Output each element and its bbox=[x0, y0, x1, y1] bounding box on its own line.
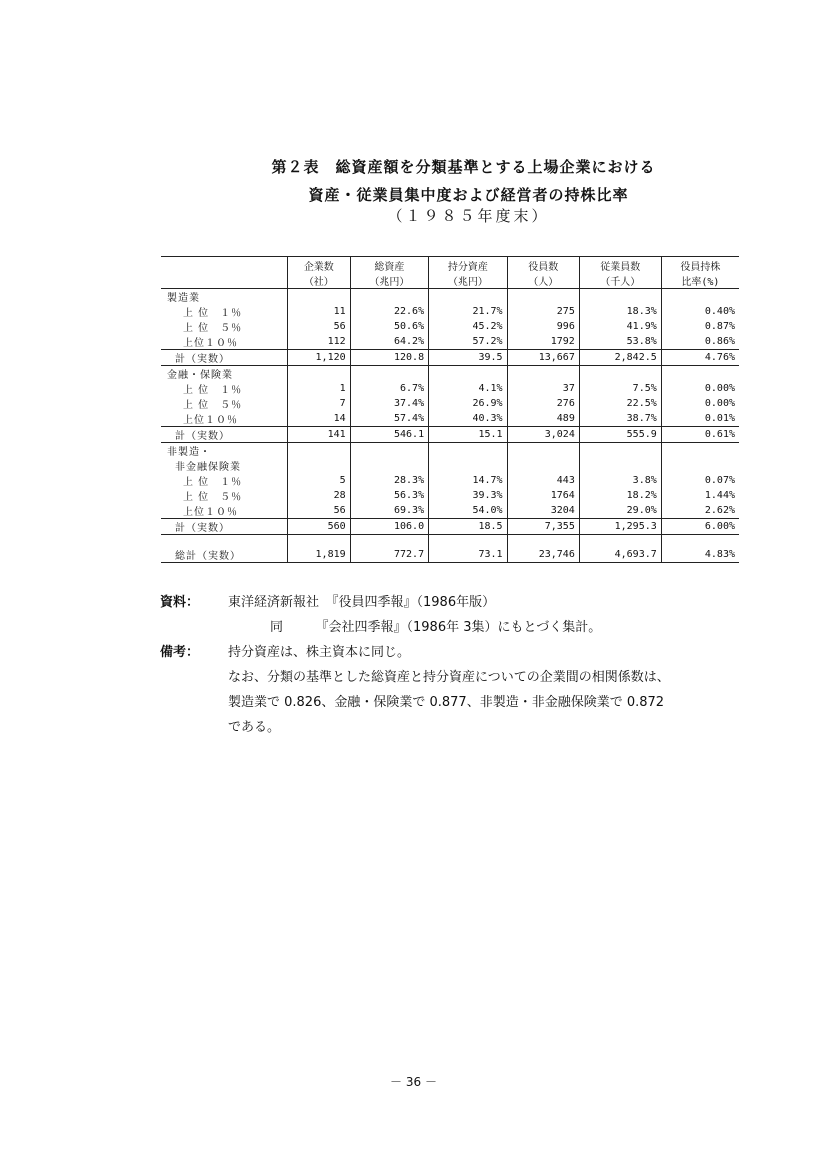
remark-text: 製造業で 0.826、金融・保険業で 0.877、非製造・非金融保険業で 0.872 bbox=[228, 695, 665, 710]
remark-text: である。 bbox=[228, 720, 281, 735]
header-ownership: 役員持株 bbox=[661, 257, 739, 274]
table-cell: 7.5% bbox=[579, 381, 661, 396]
table-cell: 50.6% bbox=[350, 319, 428, 334]
table-cell: 22.6% bbox=[350, 304, 428, 319]
table-row bbox=[161, 503, 739, 519]
table-cell: 38.7% bbox=[579, 411, 661, 427]
row-label: 上 位 ５％ bbox=[183, 323, 243, 334]
table-cell: 39.3% bbox=[429, 488, 507, 503]
table-cell: 4.83% bbox=[661, 547, 739, 563]
table-cell: 1,120 bbox=[288, 350, 351, 366]
table-cell: 106.0 bbox=[350, 519, 428, 535]
table-cell: 56.3% bbox=[350, 488, 428, 503]
table-cell: 56 bbox=[288, 319, 351, 334]
table-row bbox=[161, 473, 739, 488]
subtotal-row bbox=[161, 427, 739, 443]
header-unit: （千人） bbox=[579, 273, 661, 289]
table-cell: 40.3% bbox=[429, 411, 507, 427]
header-firms: 企業数 bbox=[288, 257, 351, 274]
section-name: 金融・保険業 bbox=[167, 370, 233, 381]
row-label: 上 位 １％ bbox=[183, 477, 243, 488]
table-cell: 4.76% bbox=[661, 350, 739, 366]
table-row bbox=[161, 411, 739, 427]
section-name: 製造業 bbox=[161, 289, 288, 305]
header-unit: （人） bbox=[507, 273, 579, 289]
header-corner bbox=[161, 257, 288, 274]
table-cell: 37.4% bbox=[350, 396, 428, 411]
concentration-table bbox=[161, 256, 739, 563]
header-total-assets: 総資産 bbox=[350, 257, 428, 274]
table-cell: 112 bbox=[288, 334, 351, 350]
table-cell: 443 bbox=[507, 473, 579, 488]
remark-text: なお、分類の基準とした総資産と持分資産についての企業間の相関係数は、 bbox=[228, 670, 670, 685]
table-row bbox=[161, 334, 739, 350]
table-cell: 11 bbox=[288, 304, 351, 319]
table-cell: 64.2% bbox=[350, 334, 428, 350]
row-label: 上 位 ５％ bbox=[183, 400, 243, 411]
table-cell: 555.9 bbox=[579, 427, 661, 443]
table-cell: 22.5% bbox=[579, 396, 661, 411]
table-cell: 28 bbox=[288, 488, 351, 503]
table-cell: 0.40% bbox=[661, 304, 739, 319]
source-text: 東洋経済新報社 『役員四季報』（1986年版） bbox=[228, 595, 496, 610]
table-cell: 0.00% bbox=[661, 396, 739, 411]
table-cell: 53.8% bbox=[579, 334, 661, 350]
row-label: 計（実数） bbox=[161, 519, 288, 535]
table-cell: 57.2% bbox=[429, 334, 507, 350]
spacer-row bbox=[161, 535, 739, 548]
table-cell: 1 bbox=[288, 381, 351, 396]
table-cell: 54.0% bbox=[429, 503, 507, 519]
remark-text: 持分資産は、株主資本に同じ。 bbox=[228, 645, 411, 660]
table-cell: 69.3% bbox=[350, 503, 428, 519]
table-cell: 0.07% bbox=[661, 473, 739, 488]
remark-label: 備考： bbox=[160, 645, 200, 660]
row-label: 計（実数） bbox=[161, 427, 288, 443]
source-text: 同 『会社四季報』（1986年 3集）にもとづく集計。 bbox=[270, 620, 602, 635]
table-cell: 2.62% bbox=[661, 503, 739, 519]
table-cell: 28.3% bbox=[350, 473, 428, 488]
section-header-row bbox=[161, 458, 739, 473]
row-label: 上位１０％ bbox=[183, 507, 238, 518]
table-cell: 6.00% bbox=[661, 519, 739, 535]
table-cell: 546.1 bbox=[350, 427, 428, 443]
table-cell: 276 bbox=[507, 396, 579, 411]
table-cell: 0.01% bbox=[661, 411, 739, 427]
table-cell: 13,667 bbox=[507, 350, 579, 366]
section-name: 非製造・ bbox=[167, 447, 211, 458]
section-name: 非金融保険業 bbox=[175, 462, 241, 473]
table-cell: 4,693.7 bbox=[579, 547, 661, 563]
row-label: 上位１０％ bbox=[183, 415, 238, 426]
table-row bbox=[161, 396, 739, 411]
table-row bbox=[161, 381, 739, 396]
table-cell: 0.61% bbox=[661, 427, 739, 443]
header-unit: （社） bbox=[288, 273, 351, 289]
row-label: 上 位 １％ bbox=[183, 308, 243, 319]
table-cell: 3204 bbox=[507, 503, 579, 519]
table-cell: 15.1 bbox=[429, 427, 507, 443]
header-unit: 比率(%) bbox=[661, 273, 739, 289]
table-cell: 26.9% bbox=[429, 396, 507, 411]
row-label: 総計（実数） bbox=[161, 547, 288, 563]
section-header-row bbox=[161, 366, 739, 382]
table-cell: 2,842.5 bbox=[579, 350, 661, 366]
header-officers: 役員数 bbox=[507, 257, 579, 274]
grand-total-row bbox=[161, 547, 739, 563]
row-label: 上位１０％ bbox=[183, 338, 238, 349]
table-cell: 560 bbox=[288, 519, 351, 535]
table-row bbox=[161, 319, 739, 334]
header-employees: 従業員数 bbox=[579, 257, 661, 274]
table-cell: 1792 bbox=[507, 334, 579, 350]
table-cell: 0.00% bbox=[661, 381, 739, 396]
table-cell: 1.44% bbox=[661, 488, 739, 503]
table-cell: 18.5 bbox=[429, 519, 507, 535]
table-cell: 0.87% bbox=[661, 319, 739, 334]
table-cell: 772.7 bbox=[350, 547, 428, 563]
table-cell: 45.2% bbox=[429, 319, 507, 334]
table-cell: 23,746 bbox=[507, 547, 579, 563]
table-cell: 7,355 bbox=[507, 519, 579, 535]
row-label: 計（実数） bbox=[161, 350, 288, 366]
table-cell: 37 bbox=[507, 381, 579, 396]
table-cell: 0.86% bbox=[661, 334, 739, 350]
table-cell: 41.9% bbox=[579, 319, 661, 334]
table-cell: 18.2% bbox=[579, 488, 661, 503]
subtotal-row bbox=[161, 350, 739, 366]
table-cell: 39.5 bbox=[429, 350, 507, 366]
table-cell: 489 bbox=[507, 411, 579, 427]
table-cell: 6.7% bbox=[350, 381, 428, 396]
table-cell: 996 bbox=[507, 319, 579, 334]
table-cell: 73.1 bbox=[429, 547, 507, 563]
table-title-year: （１９８５年度末） bbox=[387, 207, 550, 225]
table-cell: 1,295.3 bbox=[579, 519, 661, 535]
table-cell: 5 bbox=[288, 473, 351, 488]
table-cell: 56 bbox=[288, 503, 351, 519]
table-title-line-2: 資産・従業員集中度および経営者の持株比率 bbox=[308, 186, 629, 204]
table-cell: 18.3% bbox=[579, 304, 661, 319]
table-cell: 1,819 bbox=[288, 547, 351, 563]
table-cell: 1764 bbox=[507, 488, 579, 503]
table-cell: 4.1% bbox=[429, 381, 507, 396]
row-label: 上 位 １％ bbox=[183, 385, 243, 396]
table-cell: 3,024 bbox=[507, 427, 579, 443]
section-header-row bbox=[161, 289, 739, 305]
header-unit: （兆円） bbox=[350, 273, 428, 289]
table-cell: 21.7% bbox=[429, 304, 507, 319]
table-cell: 141 bbox=[288, 427, 351, 443]
table-cell: 7 bbox=[288, 396, 351, 411]
table-title-line-1: 第２表 総資産額を分類基準とする上場企業における bbox=[271, 158, 656, 176]
header-unit: （兆円） bbox=[429, 273, 507, 289]
source-label: 資料： bbox=[160, 595, 200, 610]
table-cell: 29.0% bbox=[579, 503, 661, 519]
section-header-row bbox=[161, 443, 739, 459]
subtotal-row bbox=[161, 519, 739, 535]
table-cell: 275 bbox=[507, 304, 579, 319]
table-cell: 57.4% bbox=[350, 411, 428, 427]
table-row bbox=[161, 488, 739, 503]
table-cell: 120.8 bbox=[350, 350, 428, 366]
row-label: 上 位 ５％ bbox=[183, 492, 243, 503]
table-cell: 3.8% bbox=[579, 473, 661, 488]
table-row bbox=[161, 304, 739, 319]
page-number: － 36 － bbox=[390, 1075, 437, 1089]
header-equity: 持分資産 bbox=[429, 257, 507, 274]
table-cell: 14.7% bbox=[429, 473, 507, 488]
table-cell: 14 bbox=[288, 411, 351, 427]
